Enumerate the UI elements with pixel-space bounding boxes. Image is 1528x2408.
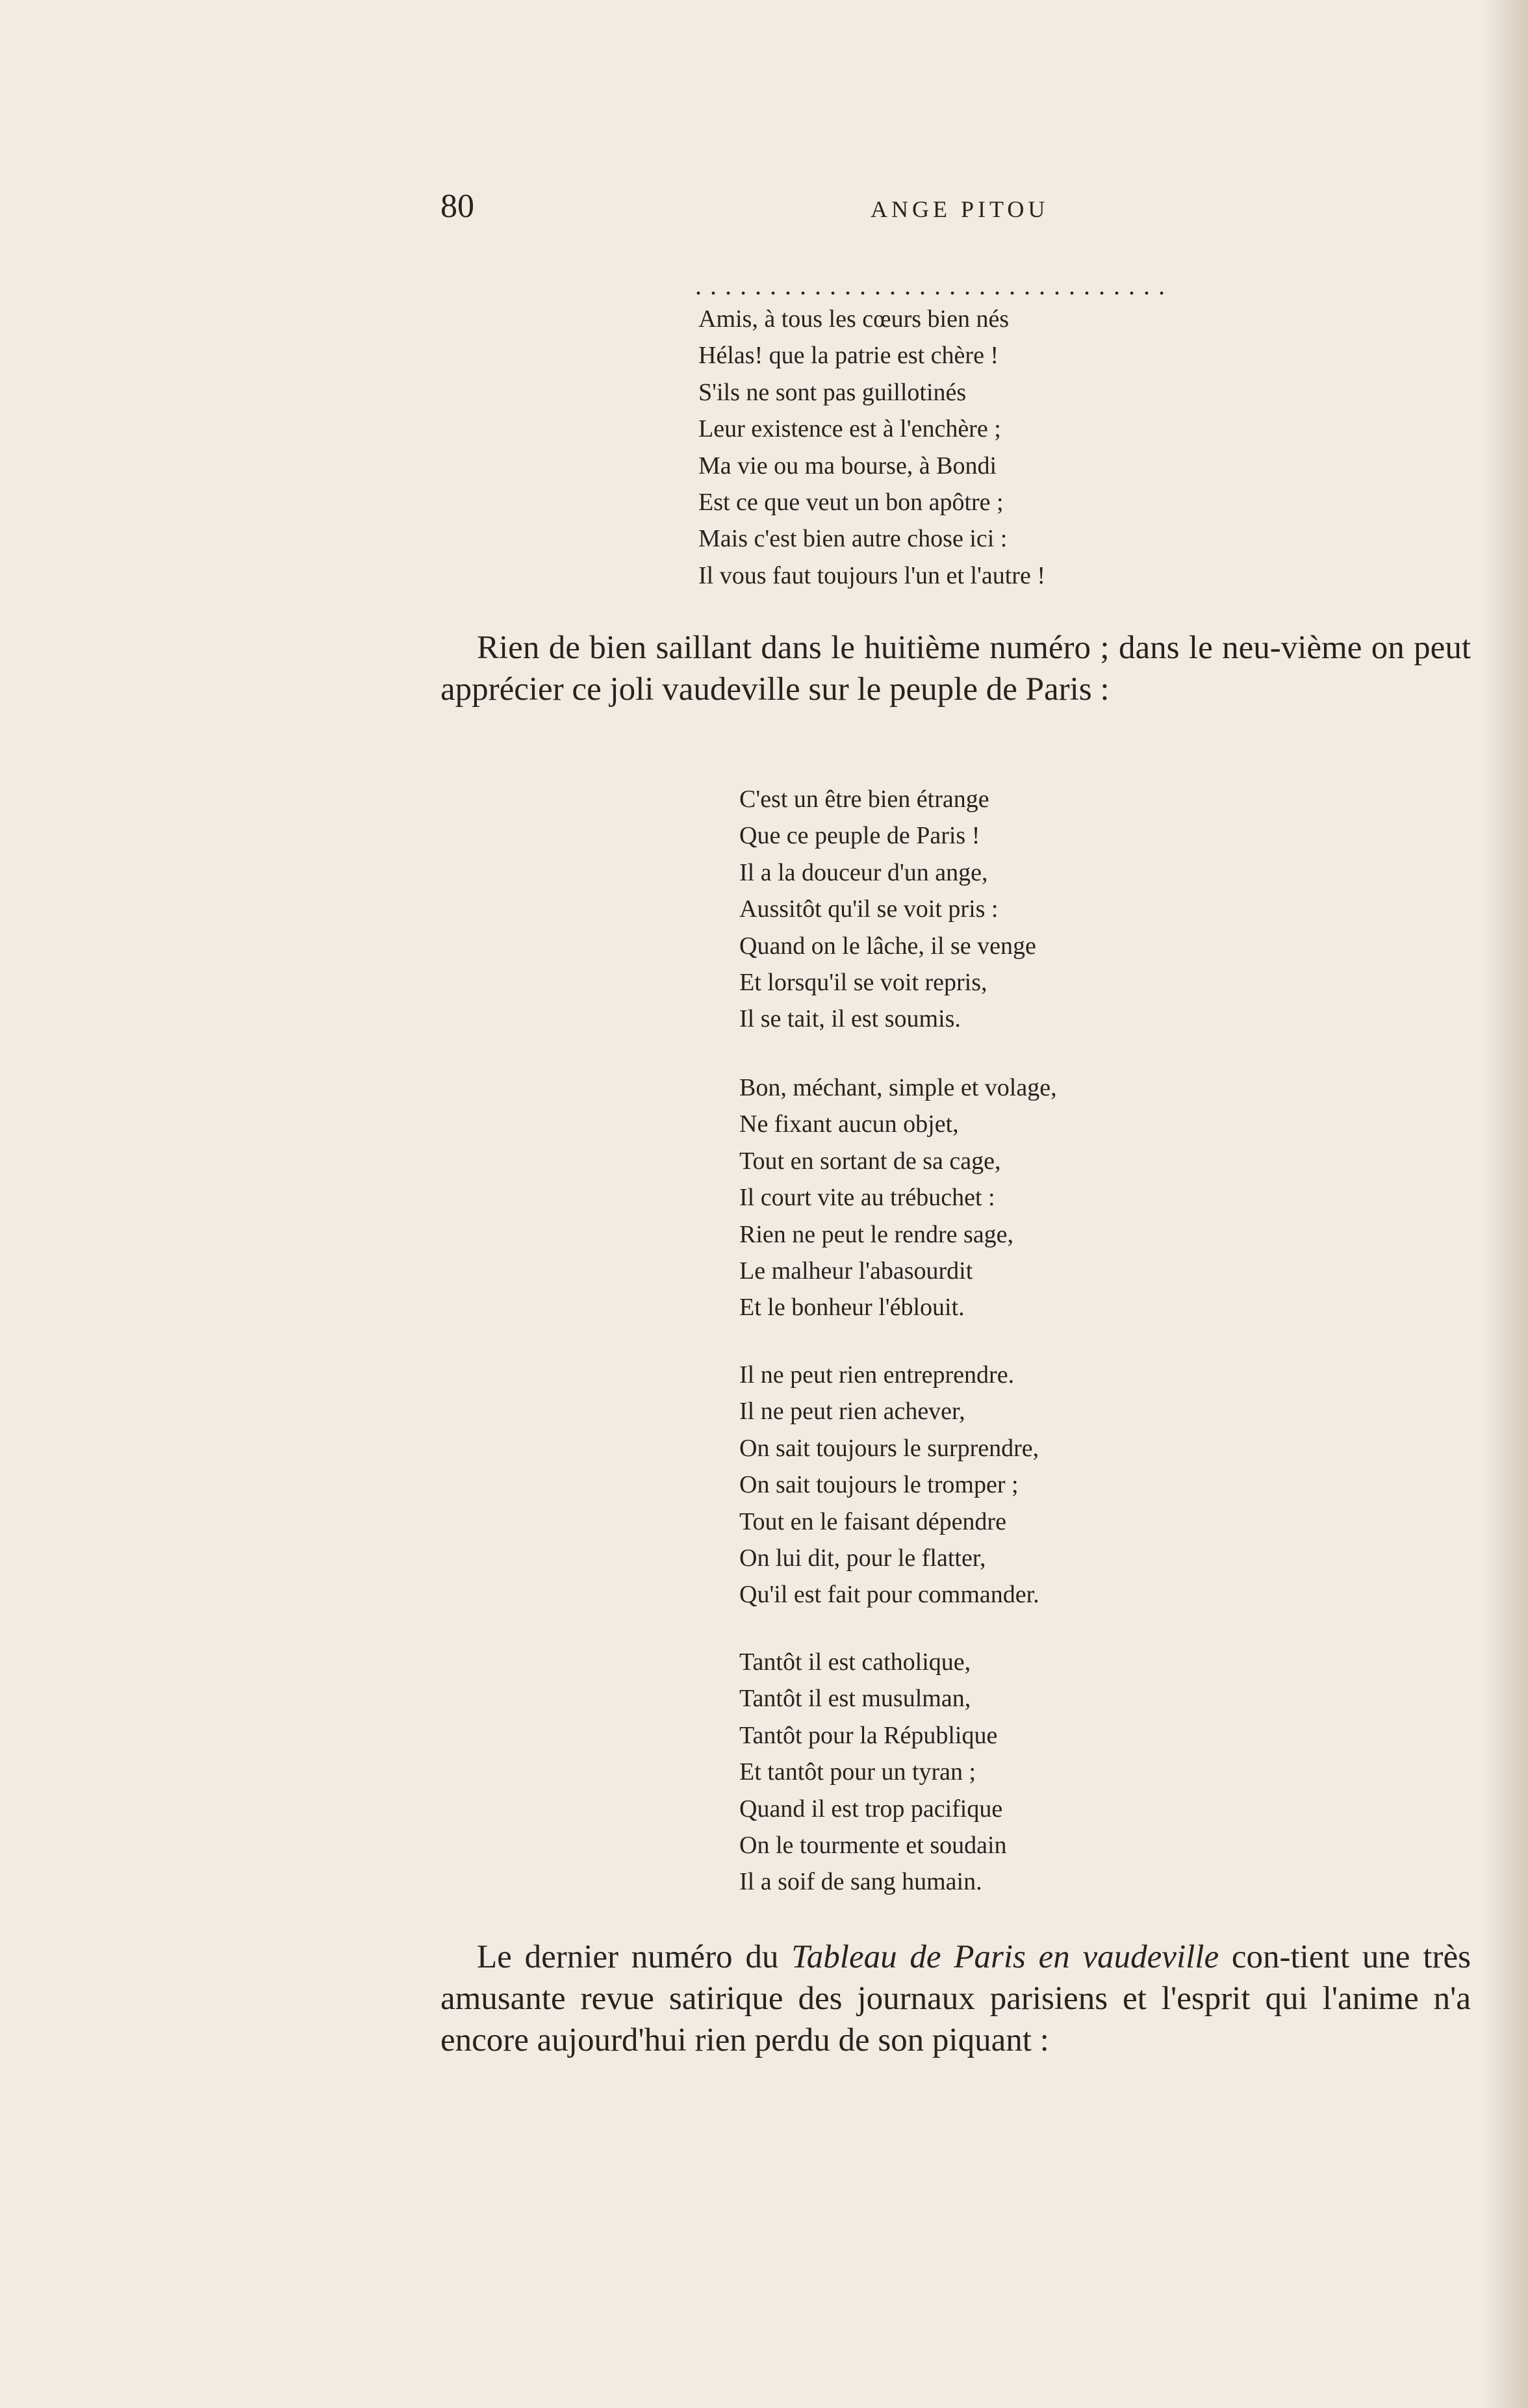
verse-line: Quand on le lâche, il se venge (739, 932, 1036, 960)
verse-line: Et le bonheur l'éblouit. (739, 1294, 965, 1322)
verse-line: Tout en sortant de sa cage, (739, 1147, 1001, 1175)
verse-line: Ma vie ou ma bourse, à Bondi (698, 452, 997, 480)
verse-line: Bon, méchant, simple et volage, (739, 1074, 1057, 1101)
verse-line: Il ne peut rien achever, (739, 1398, 965, 1426)
verse-line: On sait toujours le surprendre, (739, 1434, 1039, 1462)
verse-line: On sait toujours le tromper ; (739, 1471, 1019, 1499)
journal-title: Tableau de Paris en vaudeville (791, 1939, 1219, 1975)
verse-line: Il ne peut rien entreprendre. (739, 1361, 1015, 1389)
paragraph-1: Rien de bien saillant dans le huitième numéro ; dans le neu-vième on peut apprécier ce joli vaudeville sur le peuple de Paris : (440, 630, 1471, 708)
verse-line: Il vous faut toujours l'un et l'autre ! (698, 561, 1045, 589)
verse-line: Il a la douceur d'un ange, (739, 858, 988, 886)
verse-stanza-4 (739, 1357, 1039, 1613)
ellipsis-line: ................................ (695, 271, 1173, 300)
verse-line: Il se tait, il est soumis. (739, 1005, 961, 1033)
verse-line: Le malheur l'abasourdit (739, 1257, 973, 1285)
paragraph-2-before: Le dernier numéro du (477, 1939, 792, 1975)
verse-line: Aussitôt qu'il se voit pris : (739, 895, 999, 923)
verse-line: Amis, à tous les cœurs bien nés (698, 305, 1010, 333)
verse-line: Quand il est trop pacifique (739, 1795, 1003, 1823)
verse-line: C'est un être bien étrange (739, 786, 989, 813)
verse-line: Ne fixant aucun objet, (739, 1110, 959, 1138)
verse-stanza-5 (739, 1644, 1007, 1901)
verse-line: Leur existence est à l'enchère ; (698, 415, 1001, 443)
verse-line: Tout en le faisant dépendre (739, 1507, 1006, 1535)
verse-line: Il a soif de sang humain. (739, 1868, 982, 1896)
page-edge-shadow (1483, 0, 1528, 2408)
paragraph-2 (440, 1936, 1471, 2061)
verse-line: On lui dit, pour le flatter, (739, 1544, 986, 1572)
verse-stanza-2 (739, 781, 1036, 1038)
verse-line: Mais c'est bien autre chose ici : (698, 525, 1008, 553)
verse-line: Que ce peuple de Paris ! (739, 822, 980, 850)
verse-line: Hélas! que la patrie est chère ! (698, 342, 999, 370)
verse-line: Tantôt il est catholique, (739, 1648, 971, 1676)
verse-line: Et lorsqu'il se voit repris, (739, 969, 987, 997)
verse-line: Rien ne peut le rendre sage, (739, 1220, 1014, 1248)
verse-line: Et tantôt pour un tyran ; (739, 1758, 976, 1786)
paragraph-2-after: con-tient une très amusante revue satirique des journaux parisiens et l'esprit qui l'anime n'a encore aujourd'hui rien perdu de son piquant : (440, 1939, 1471, 2058)
verse-line: Tantôt pour la République (739, 1721, 998, 1749)
verse-line: On le tourmente et soudain (739, 1832, 1007, 1860)
verse-line: Qu'il est fait pour commander. (739, 1581, 1039, 1609)
verse-line: S'ils ne sont pas guillotinés (698, 378, 967, 406)
verse-stanza-3 (739, 1070, 1057, 1326)
verse-line: Il court vite au trébuchet : (739, 1184, 995, 1212)
verse-stanza-1 (698, 301, 1045, 594)
verse-line: Tantôt il est musulman, (739, 1685, 971, 1713)
page-number: 80 (440, 188, 474, 225)
running-head: ANGE PITOU (871, 196, 1049, 222)
verse-line: Est ce que veut un bon apôtre ; (698, 489, 1004, 517)
